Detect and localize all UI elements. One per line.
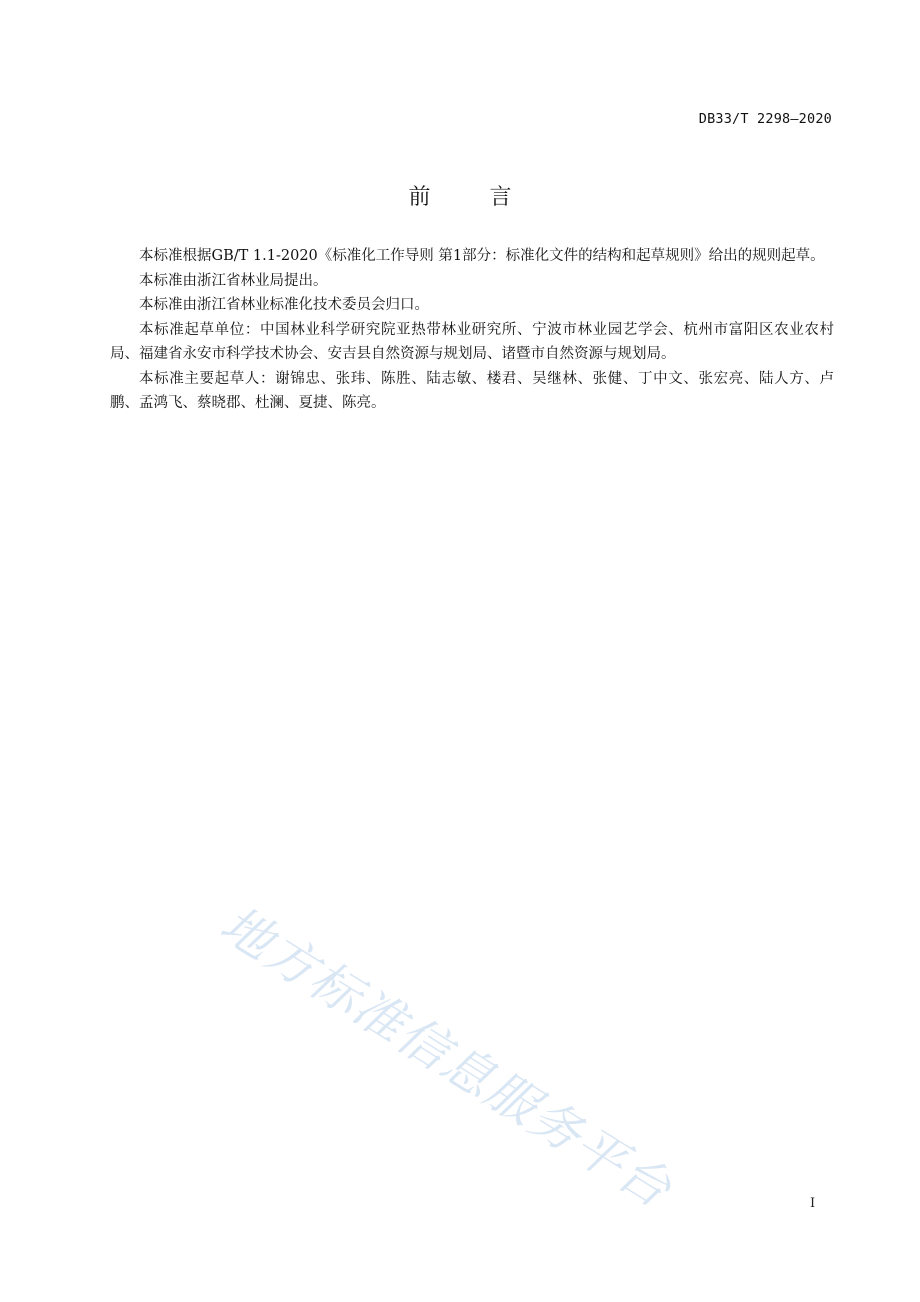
document-code: DB33/T 2298—2020	[698, 111, 832, 127]
paragraph-drafting-rules: 本标准根据GB/T 1.1-2020《标准化工作导则 第1部分：标准化文件的结构和起草规则》给出的规则起草。	[139, 248, 825, 264]
watermark: 地方标准信息服务平台	[210, 894, 683, 1220]
foreword-body	[110, 244, 834, 416]
paragraph-proposer: 本标准由浙江省林业局提出。	[139, 272, 328, 289]
page-title: 前 言	[408, 185, 538, 210]
paragraph-drafting-units: 本标准起草单位：中国林业科学研究院亚热带林业研究所、宁波市林业园艺学会、杭州市富阳区农业农村局、福建省永安市科学技术协会、安吉县自然资源与规划局、诸暨市自然资源与规划局。	[110, 321, 834, 362]
page-number: I	[810, 1196, 816, 1211]
paragraph-drafters: 本标准主要起草人：谢锦忠、张玮、陈胜、陆志敏、楼君、吴继林、张健、丁中文、张宏亮、陆人方、卢鹏、孟鸿飞、蔡晓郡、杜澜、夏捷、陈亮。	[110, 370, 834, 411]
paragraph-committee: 本标准由浙江省林业标准化技术委员会归口。	[139, 297, 429, 313]
